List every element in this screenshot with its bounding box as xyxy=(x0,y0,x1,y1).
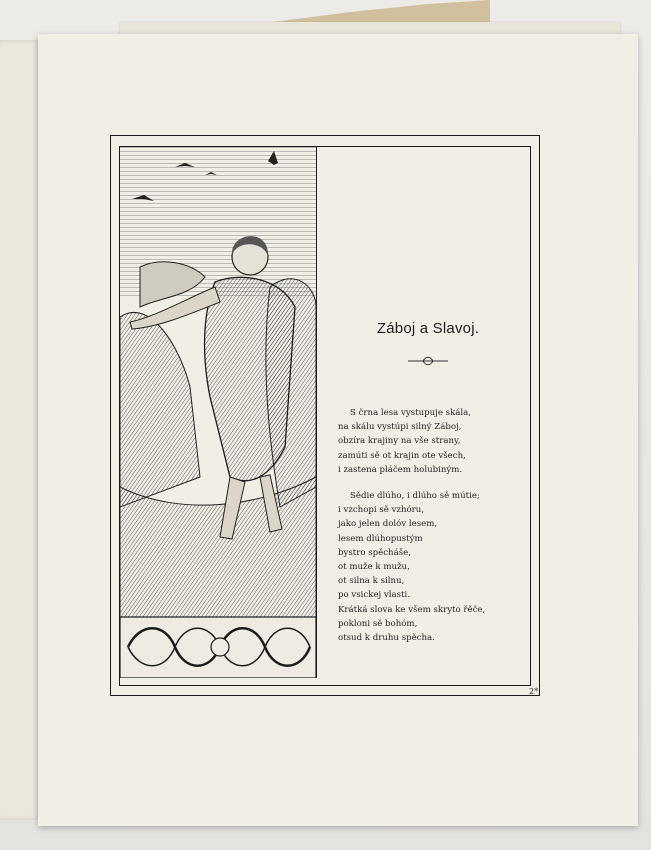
ornament-mask xyxy=(211,638,229,656)
poem-line: i zastena pláčem holubiným. xyxy=(338,464,463,475)
poem-line: lesem dlúhopustým xyxy=(338,533,423,544)
poem-line: pokloni sě bohóm, xyxy=(338,618,418,629)
poem-line: ot muže k mužu, xyxy=(338,562,410,573)
title-ornament xyxy=(408,356,448,366)
poem-line: i vzchopi sě vzhóru, xyxy=(338,505,425,516)
book-page xyxy=(38,34,638,826)
rocks xyxy=(120,312,200,507)
stanza-1 xyxy=(338,406,538,477)
engraving-illustration xyxy=(120,147,317,678)
poem-line: obzíra krajiny na vše strany, xyxy=(338,436,461,447)
poem-line: Sědie dlúho, i dlúho sě mútie; xyxy=(350,491,480,502)
poem-line: jako jelen dolóv lesem, xyxy=(338,519,438,530)
poem-text xyxy=(338,406,538,657)
figure-robe xyxy=(205,277,295,480)
poem-line: ot silna k silnu, xyxy=(338,576,405,587)
left-page-edge xyxy=(0,40,42,820)
poem-line: bystro spěcháše, xyxy=(338,547,411,558)
poem-line: po vsickej vlasti. xyxy=(338,590,410,601)
poem-line: Krátká slova ke všem skryto řěče, xyxy=(338,604,486,615)
poem-line: zamúti sě ot krajin ote všech, xyxy=(338,450,466,461)
page-number: 2* xyxy=(529,687,539,696)
stanza-2 xyxy=(338,489,538,645)
poem-title: Záboj a Slavoj. xyxy=(376,320,480,337)
poem-line: otsud k druhu spěcha. xyxy=(338,633,435,644)
poem-line: na skálu vystúpi silný Záboj, xyxy=(338,422,462,433)
poem-line: S črna lesa vystupuje skála, xyxy=(350,408,472,418)
